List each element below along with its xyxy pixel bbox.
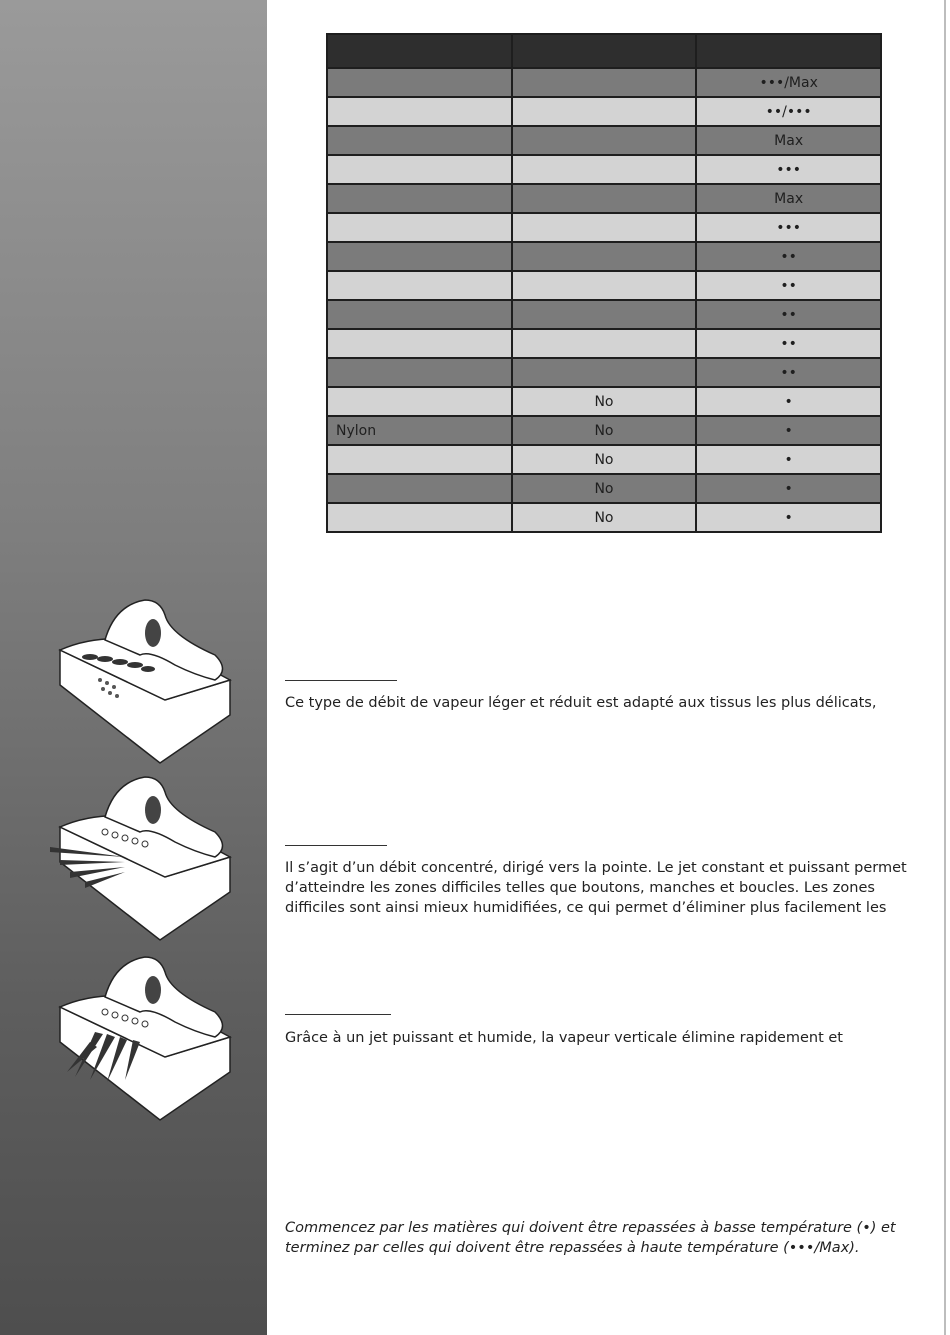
cell-steam: No <box>512 387 697 416</box>
cell-material <box>327 329 512 358</box>
header-material <box>327 34 512 68</box>
table-row <box>327 445 881 474</box>
cell-steam: No <box>512 416 697 445</box>
cell-temperature: • <box>696 387 881 416</box>
cell-steam <box>512 68 697 97</box>
cell-material <box>327 97 512 126</box>
ironing-order-note: Commencez par les matières qui doivent être repassées à basse température (•) et terminez par celles qui doivent être repassées à haute température (•••/Max). <box>285 1220 896 1256</box>
cell-temperature: •• <box>696 271 881 300</box>
cell-temperature: Max <box>696 184 881 213</box>
table-row <box>327 184 881 213</box>
cell-temperature: • <box>696 445 881 474</box>
iron-concentrated-steam-icon <box>45 772 235 942</box>
cell-steam <box>512 242 697 271</box>
cell-material <box>327 184 512 213</box>
table-row <box>327 271 881 300</box>
cell-steam <box>512 155 697 184</box>
cell-steam <box>512 329 697 358</box>
cell-steam <box>512 97 697 126</box>
table-row <box>327 155 881 184</box>
table-row <box>327 300 881 329</box>
section-2-title-rule <box>285 845 387 846</box>
cell-temperature: •• <box>696 242 881 271</box>
cell-material <box>327 503 512 532</box>
table-row <box>327 242 881 271</box>
table-row <box>327 329 881 358</box>
header-temperature <box>696 34 881 68</box>
cell-material <box>327 387 512 416</box>
cell-temperature: •••/Max <box>696 68 881 97</box>
iron-light-steam-icon <box>45 595 235 765</box>
cell-material <box>327 474 512 503</box>
cell-steam <box>512 271 697 300</box>
cell-steam <box>512 300 697 329</box>
cell-temperature: • <box>696 474 881 503</box>
header-steam <box>512 34 697 68</box>
section-3-title-rule <box>285 1014 391 1015</box>
cell-steam: No <box>512 445 697 474</box>
cell-steam <box>512 126 697 155</box>
section-3-text: Grâce à un jet puissant et humide, la vapeur verticale élimine rapidement et <box>285 1030 843 1046</box>
table-row <box>327 97 881 126</box>
table-row <box>327 474 881 503</box>
section-1-text: Ce type de débit de vapeur léger et réduit est adapté aux tissus les plus délicats, <box>285 695 877 711</box>
cell-material <box>327 242 512 271</box>
cell-steam: No <box>512 503 697 532</box>
cell-material <box>327 358 512 387</box>
table-row <box>327 126 881 155</box>
cell-steam <box>512 213 697 242</box>
cell-material <box>327 213 512 242</box>
table-row <box>327 387 881 416</box>
cell-temperature: •• <box>696 300 881 329</box>
cell-temperature: •• <box>696 358 881 387</box>
cell-temperature: ••/••• <box>696 97 881 126</box>
table-row <box>327 213 881 242</box>
cell-temperature: Max <box>696 126 881 155</box>
cell-steam <box>512 358 697 387</box>
table-row <box>327 358 881 387</box>
cell-material <box>327 445 512 474</box>
cell-material <box>327 68 512 97</box>
cell-temperature: ••• <box>696 213 881 242</box>
cell-temperature: •• <box>696 329 881 358</box>
cell-temperature: • <box>696 503 881 532</box>
ironing-settings-table <box>326 33 882 533</box>
section-1-title-rule <box>285 680 397 681</box>
table-header-row <box>327 34 881 68</box>
table-row <box>327 68 881 97</box>
cell-material <box>327 271 512 300</box>
cell-material <box>327 155 512 184</box>
cell-temperature: ••• <box>696 155 881 184</box>
table-row <box>327 416 881 445</box>
cell-material <box>327 126 512 155</box>
section-2-text: Il s’agit d’un débit concentré, dirigé vers la pointe. Le jet constant et puissant permet d’atteindre les zones difficiles telles que boutons, manches et boucles. Les zones difficiles sont ainsi mieux humidifiées, ce qui permet d’éliminer plus facilement les <box>285 860 907 916</box>
page-edge-rule <box>944 0 946 1335</box>
iron-vertical-steam-icon <box>45 952 235 1122</box>
cell-steam <box>512 184 697 213</box>
cell-material: Nylon <box>327 416 512 445</box>
cell-steam: No <box>512 474 697 503</box>
table-row <box>327 503 881 532</box>
cell-material <box>327 300 512 329</box>
cell-temperature: • <box>696 416 881 445</box>
